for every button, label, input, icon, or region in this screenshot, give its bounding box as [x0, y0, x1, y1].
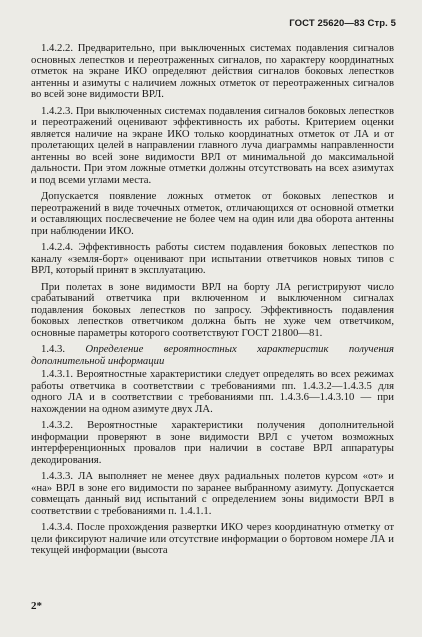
page-header: ГОСТ 25620—83 Стр. 5 [289, 18, 396, 29]
paragraph-1-4-3-2: 1.4.3.2. Вероятностные характеристики получения дополнительной информации проверяют в зоне видимости ВРЛ с учетом возможных интерференционных провалов при наличии в составе ВРЛ аппаратуры декодирования. [31, 419, 394, 466]
paragraph-allowance: Допускается появление ложных отметок от боковых лепестков и переотражений в виде точечных отметок, отличающихся от основной отметки и оставляющих послесвечение не более чем на один или два оборота антенны при наблюдении ИКО. [31, 190, 394, 237]
document-body [31, 43, 394, 562]
section-number: 1.4.3. [41, 343, 86, 355]
section-title: Определение вероятностных характеристик получения дополнительной информации [31, 343, 394, 367]
paragraph-1-4-3-3: 1.4.3.3. ЛА выполняет не менее двух радиальных полетов курсом «от» и «на» ВРЛ в зоне его видимости по заранее выбранному азимуту. Допускается совмещать данный вид испытаний с определением зоны видимости ВРЛ в соответствии с требованиями п. 1.4.1.1. [31, 470, 394, 517]
paragraph-1-4-2-3: 1.4.2.3. При выключенных системах подавления сигналов боковых лепестков и переотражений оценивают эффективность их работы. Критерием оценки является наличие на экране ИКО только координатных отметок от ЛА и от пролетающих целей в направлении главного луча диаграммы направленности антенны во всей зоне видимости ВРЛ от минимальной до максимальной дальности. При этом ложные отметки должны отсутствовать на всех азимутах и под всеми углами места. [31, 104, 394, 186]
section-heading-1-4-3 [31, 344, 394, 367]
paragraph-1-4-2-4: 1.4.2.4. Эффективность работы систем подавления боковых лепестков по каналу «земля-борт» оценивают при испытании ответчиков новых типов с ВРЛ, который принят в эксплуатацию. [31, 241, 394, 276]
paragraph-1-4-2-2: 1.4.2.2. Предварительно, при выключенных системах подавления сигналов основных лепестков и переотраженных сигналов, по характеру координатных отметок на экране ИКО определяют действия сигналов боковых лепестков антенны и азимуты с наличием ложных отметок от переотраженных сигналов во всей зоне видимости ВРЛ. [31, 42, 394, 100]
paragraph-1-4-3-1: 1.4.3.1. Вероятностные характеристики следует определять во всех режимах работы ответчика в соответствии с требованиями пп. 1.4.3.2—1.4.3.5 для одного ЛА и в соответствии с требованиями пп. 1.4.3.6—1.4.3.10 — при нахождении на одном азимуте двух ЛА. [31, 368, 394, 415]
paragraph-1-4-3-4: 1.4.3.4. После прохождения развертки ИКО через координатную отметку от цели фиксируют наличие или отсутствие информации о бортовом номере ЛА и текущей информации (высота [31, 521, 394, 556]
page-footer-mark: 2* [31, 600, 42, 612]
paragraph-flights: При полетах в зоне видимости ВРЛ на борту ЛА регистрируют число срабатываний ответчика при включенном и выключенном сигналах подавления боковых лепестков по запросу. Эффективность подавления боковых лепестков ответчиком должна быть не хуже чем ответчиком, основные параметры которого соответствуют ГОСТ 21800—81. [31, 280, 394, 339]
